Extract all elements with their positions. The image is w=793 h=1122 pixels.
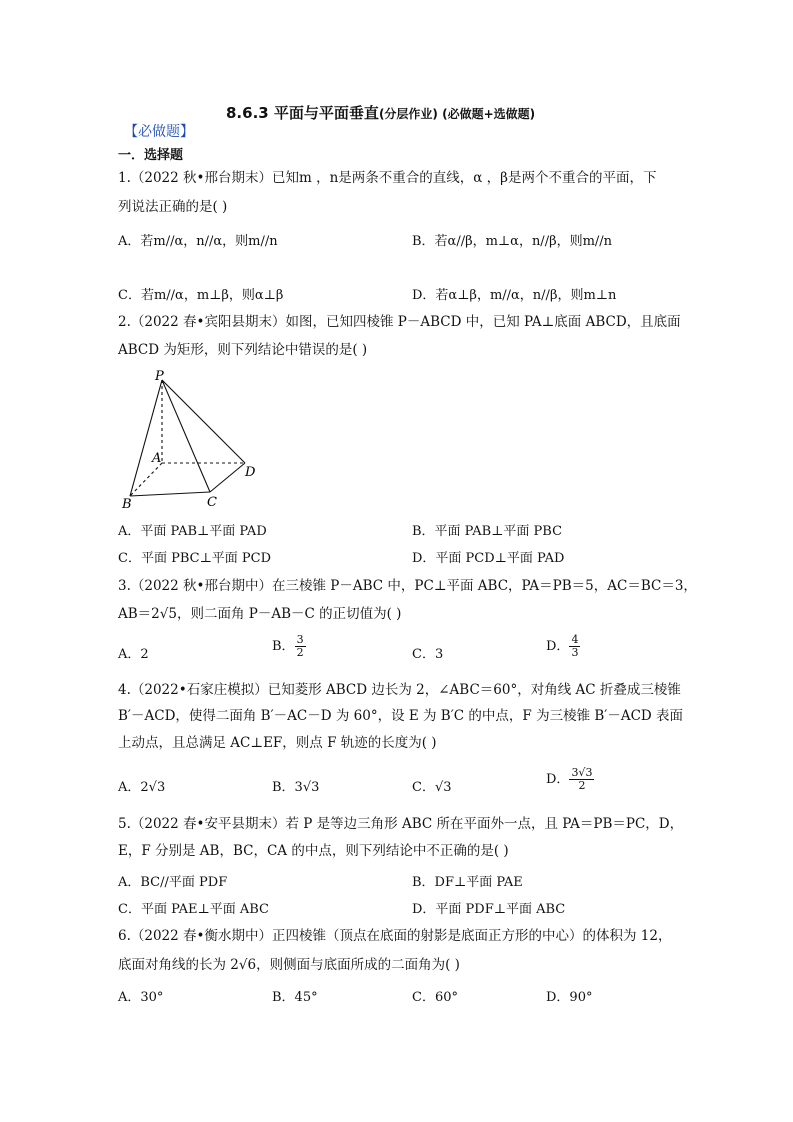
q5-stem-line1: 5.（2022 春•安平县期末）若 P 是等边三角形 ABC 所在平面外一点，且 PA＝PB＝PC，D，: [118, 816, 684, 832]
q3-option-b-label: B．: [272, 639, 295, 654]
q3-stem-line2: AB＝2√5，则二面角 P－AB－C 的正切值为( ): [118, 606, 402, 622]
page-title: [226, 102, 535, 123]
q3-option-b: [272, 634, 306, 659]
q4-option-c: C．√3: [412, 780, 452, 795]
q5-option-a: A．BC//平面 PDF: [118, 875, 228, 890]
q6-option-b: B．45°: [272, 990, 318, 1005]
q6-option-d: D．90°: [546, 990, 593, 1005]
q1-stem-line1: 1.（2022 秋•邢台期末）已知m ，n是两条不重合的直线，α ，β是两个不重合的平面，下: [118, 170, 657, 186]
q3-option-d: [546, 634, 580, 659]
q1-option-b: B．若α//β，m⊥α，n//β，则m//n: [412, 234, 613, 249]
required-tag: 【必做题】: [124, 124, 194, 140]
q3-d-numerator: 4: [571, 633, 579, 646]
vertex-label-b: B: [122, 497, 132, 510]
q6-option-a: A．30°: [118, 990, 164, 1005]
q4-stem-line1: 4.（2022•石家庄模拟）已知菱形 ABCD 边长为 2，∠ABC＝60°，对角线 AC 折叠成三棱锥: [118, 682, 681, 698]
q1-option-d: D．若α⊥β，m//α，n//β，则m⊥n: [412, 288, 617, 303]
q4-option-d-label: D．: [546, 772, 570, 787]
edge-pc: [162, 380, 210, 492]
vertex-label-c: C: [207, 495, 217, 510]
q4-option-a: A．2√3: [118, 780, 166, 795]
q4-option-d: [546, 767, 594, 792]
q3-b-denominator: 2: [296, 646, 304, 659]
vertex-label-a: A: [152, 451, 162, 466]
q3-option-b-fraction: [295, 634, 306, 659]
q5-option-c: C．平面 PAE⊥平面 ABC: [118, 902, 269, 917]
q3-option-d-fraction: [569, 634, 580, 659]
q1-option-c: C．若m//α，m⊥β，则α⊥β: [118, 288, 284, 303]
vertex-label-d: D: [245, 465, 256, 480]
q4-d-denominator: 2: [578, 779, 586, 792]
q2-option-b: B．平面 PAB⊥平面 PBC: [412, 524, 563, 539]
q3-option-c: C．3: [412, 647, 444, 662]
q2-stem-line1: 2.（2022 春•宾阳县期末）如图，已知四棱锥 P－ABCD 中，已知 PA⊥底面 ABCD，且底面: [118, 314, 681, 330]
q5-option-b: B．DF⊥平面 PAE: [412, 875, 523, 890]
edge-cd: [210, 463, 245, 492]
q2-option-a: A．平面 PAB⊥平面 PAD: [118, 524, 267, 539]
q3-stem-line1: 3.（2022 秋•邢台期中）在三棱锥 P－ABC 中，PC⊥平面 ABC，PA＝PB＝5，AC＝BC＝3，: [118, 578, 697, 594]
q4-option-d-fraction: [569, 767, 594, 792]
section-heading: 一．选择题: [118, 148, 184, 163]
q2-stem-line2: ABCD 为矩形，则下列结论中错误的是( ): [118, 342, 368, 358]
title-sub: (分层作业) (必做题+选做题): [378, 107, 536, 121]
q5-option-d: D．平面 PDF⊥平面 ABC: [412, 902, 566, 917]
q3-option-a: A．2: [118, 647, 149, 662]
q3-d-denominator: 3: [571, 646, 579, 659]
q3-b-numerator: 3: [296, 633, 304, 646]
vertex-label-p: P: [155, 369, 164, 384]
q2-option-c: C．平面 PBC⊥平面 PCD: [118, 551, 272, 566]
q4-option-b: B．3√3: [272, 780, 320, 795]
q4-stem-line3: 上动点，且总满足 AC⊥EF，则点 F 轨迹的长度为( ): [118, 735, 437, 751]
q1-stem-line2: 列说法正确的是( ): [118, 199, 228, 215]
title-main: 8.6.3 平面与平面垂直: [226, 104, 379, 122]
q1-option-a: A．若m//α，n//α，则m//n: [118, 234, 278, 249]
edge-bc: [130, 492, 210, 496]
q4-d-numerator: 3√3: [571, 766, 593, 779]
q6-stem-line2: 底面对角线的长为 2√6，则侧面与底面所成的二面角为( ): [118, 957, 460, 973]
q2-option-d: D．平面 PCD⊥平面 PAD: [412, 551, 565, 566]
edge-pd: [162, 380, 245, 463]
q4-stem-line2: B′－ACD，使得二面角 B′－AC－D 为 60°，设 E 为 B′C 的中点，F 为三棱锥 B′－ACD 表面: [118, 708, 684, 724]
pyramid-figure: [118, 368, 268, 510]
q6-stem-line1: 6.（2022 春•衡水期中）正四棱锥（顶点在底面的射影是底面正方形的中心）的体积为 12，: [118, 928, 672, 944]
edge-pb: [130, 380, 162, 496]
q5-stem-line2: E，F 分别是 AB，BC，CA 的中点，则下列结论中不正确的是( ): [118, 843, 509, 859]
q3-option-d-label: D．: [546, 639, 570, 654]
q6-option-c: C．60°: [412, 990, 458, 1005]
